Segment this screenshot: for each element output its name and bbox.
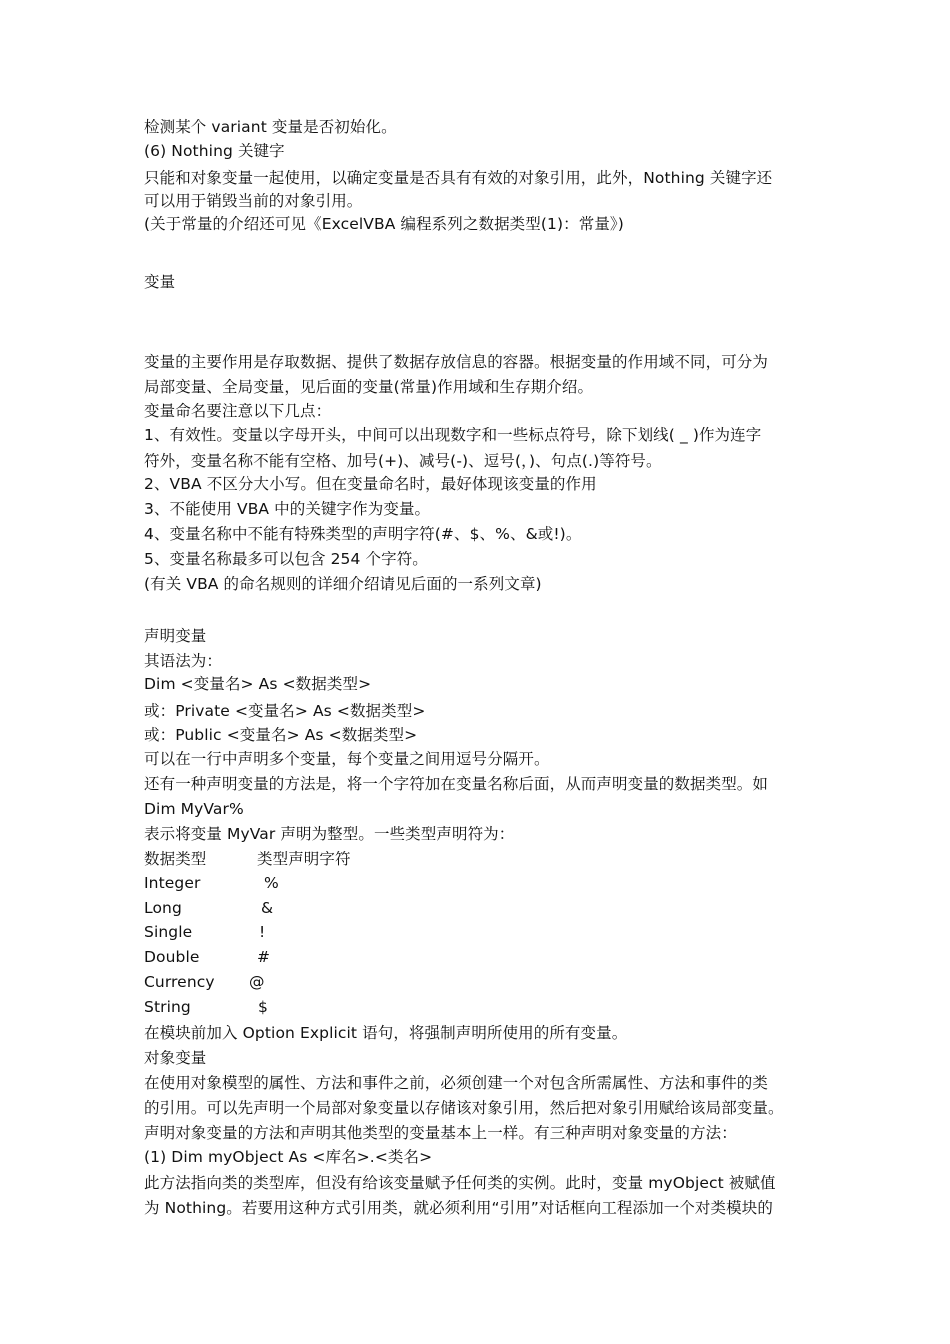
text-line: 此方法指向类的类型库，但没有给该变量赋予任何类的实例。此时，变量 myObject 被赋值 — [144, 1174, 776, 1192]
text-line: 符外，变量名称不能有空格、加号(+)、减号(-)、逗号(，)、句点(.)等符号。 — [144, 452, 662, 470]
text-line: 变量的主要作用是存取数据、提供了数据存放信息的容器。根据变量的作用域不同，可分为 — [144, 353, 769, 371]
table-cell: Double — [144, 948, 200, 966]
text-line: 3、不能使用 VBA 中的关键字作为变量。 — [144, 500, 431, 518]
text-line: 声明对象变量的方法和声明其他类型的变量基本上一样。有三种声明对象变量的方法： — [144, 1124, 737, 1142]
code-line: 或：Private <变量名> As <数据类型> — [144, 702, 426, 720]
table-cell: ! — [259, 923, 266, 941]
text-line: (关于常量的介绍还可见《ExcelVBA 编程系列之数据类型(1)：常量》) — [144, 215, 624, 233]
table-cell: # — [257, 948, 271, 966]
text-line: 可以在一行中声明多个变量，每个变量之间用逗号分隔开。 — [144, 750, 550, 768]
table-cell: Currency — [144, 973, 215, 991]
text-line: 还有一种声明变量的方法是，将一个字符加在变量名称后面，从而声明变量的数据类型。如 — [144, 775, 769, 793]
text-line: 的引用。可以先声明一个局部对象变量以存储该对象引用，然后把对象引用赋给该局部变量。 — [144, 1099, 784, 1117]
text-line: 为 Nothing。若要用这种方式引用类，就必须利用“引用”对话框向工程添加一个对类模块的 — [144, 1199, 773, 1217]
table-header: 类型声明字符 — [257, 850, 351, 868]
section-heading: 声明变量 — [144, 627, 207, 645]
table-header: 数据类型 — [144, 850, 207, 868]
table-cell: & — [261, 899, 274, 917]
code-line: (1) Dim myObject As <库名>.<类名> — [144, 1148, 433, 1166]
code-line: 或：Public <变量名> As <数据类型> — [144, 726, 418, 744]
text-line: (有关 VBA 的命名规则的详细介绍请见后面的一系列文章) — [144, 575, 542, 593]
section-heading: 对象变量 — [144, 1049, 207, 1067]
text-line: 1、有效性。变量以字母开头，中间可以出现数字和一些标点符号，除下划线( _ )作为连字 — [144, 426, 762, 444]
text-line: 可以用于销毁当前的对象引用。 — [144, 192, 363, 210]
text-line: 在使用对象模型的属性、方法和事件之前，必须创建一个对包含所需属性、方法和事件的类 — [144, 1074, 769, 1092]
table-cell: @ — [249, 973, 265, 991]
text-line: 其语法为： — [144, 652, 223, 670]
text-line: 检测某个 variant 变量是否初始化。 — [144, 118, 397, 136]
table-cell: $ — [258, 998, 268, 1016]
text-line: 2、VBA 不区分大小写。但在变量命名时，最好体现该变量的作用 — [144, 475, 597, 493]
section-heading: 变量 — [144, 273, 176, 291]
table-cell: Single — [144, 923, 193, 941]
text-line: 5、变量名称最多可以包含 254 个字符。 — [144, 550, 428, 568]
table-cell: String — [144, 998, 191, 1016]
text-line: 局部变量、全局变量，见后面的变量(常量)作用域和生存期介绍。 — [144, 378, 594, 396]
text-line: 只能和对象变量一起使用，以确定变量是否具有有效的对象引用，此外，Nothing 关键字还 — [144, 169, 773, 187]
code-line: Dim MyVar% — [144, 800, 244, 818]
section-heading: (6) Nothing 关键字 — [144, 142, 285, 160]
table-cell: Integer — [144, 874, 201, 892]
table-cell: % — [264, 874, 279, 892]
code-line: Dim <变量名> As <数据类型> — [144, 675, 372, 693]
text-line: 表示将变量 MyVar 声明为整型。一些类型声明符为： — [144, 825, 515, 843]
table-cell: Long — [144, 899, 182, 917]
text-line: 变量命名要注意以下几点： — [144, 402, 332, 420]
text-line: 在模块前加入 Option Explicit 语句，将强制声明所使用的所有变量。 — [144, 1024, 628, 1042]
text-line: 4、变量名称中不能有特殊类型的声明字符(#、$、%、&或!)。 — [144, 525, 582, 543]
